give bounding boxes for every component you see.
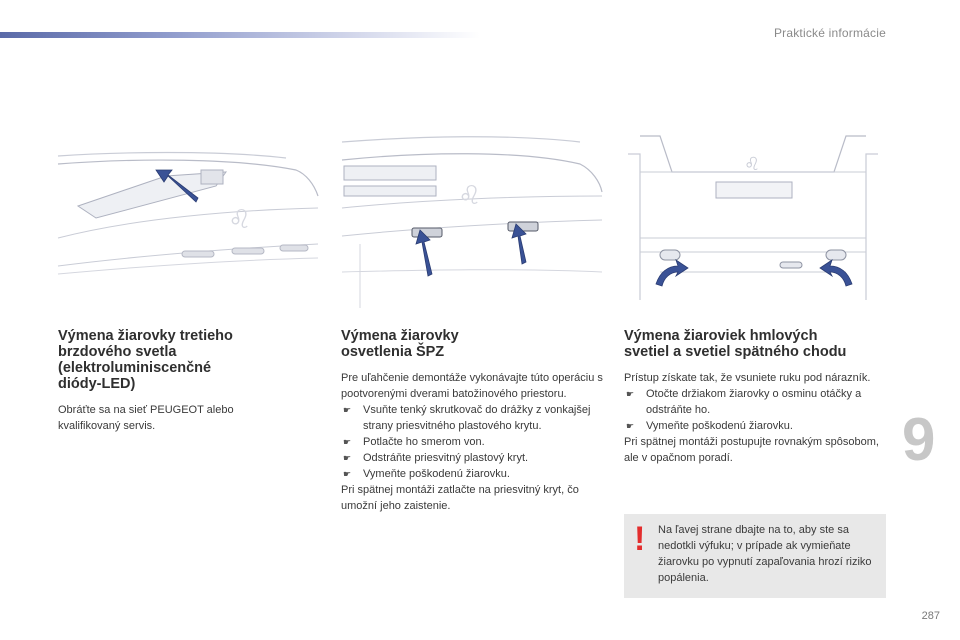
section-heading (341, 328, 605, 360)
warning-box (624, 514, 886, 598)
list-item-text: Potlačte ho smerom von. (363, 436, 485, 448)
list-item (624, 386, 886, 418)
heading-line: (elektroluminiscenčné (58, 360, 212, 376)
list-item (341, 466, 605, 482)
header-accent-bar (0, 32, 480, 38)
list-item-text: Vymeňte poškodenú žiarovku. (646, 420, 793, 432)
section-heading (58, 328, 328, 392)
list-item-text: Otočte držiakom žiarovky o osminu otáčky a odstráňte ho. (646, 388, 862, 416)
svg-text:♌: ♌ (744, 154, 761, 175)
list-item-text: Odstráňte priesvitný plastový kryt. (363, 452, 529, 464)
fog-reversing-light-illustration (620, 132, 886, 304)
third-brake-light-illustration (56, 148, 320, 278)
heading-line: diódy-LED) (58, 376, 136, 392)
license-plate-light-illustration (340, 134, 604, 310)
paragraph: Obráťte sa na sieť PEUGEOT alebo kvalifikovaný servis. (58, 404, 234, 432)
warning-text: Na ľavej strane dbajte na to, aby ste sa nedotkli výfuku; v prípade ak vymieňate žiarovku po vypnutí zapaľovania hrozí riziko popálenia. (658, 524, 872, 584)
paragraph: Pri spätnej montáži zatlačte na priesvitný kryt, čo umožní jeho zaistenie. (341, 484, 579, 512)
heading-line: brzdového svetla (58, 344, 177, 360)
heading-line: osvetlenia ŠPZ (341, 344, 445, 360)
column-license-plate-light (341, 328, 605, 514)
column-fog-reversing-lights (624, 328, 886, 466)
chapter-number: 9 (902, 406, 936, 473)
pointing-hand-icon: ☛ (343, 405, 352, 415)
pointing-hand-icon: ☛ (343, 469, 352, 479)
exclamation-icon: ! (634, 520, 646, 558)
paragraph: Prístup získate tak, že vsuniete ruku pod nárazník. (624, 372, 871, 384)
list-item-text: Vymeňte poškodenú žiarovku. (363, 468, 510, 480)
pointing-hand-icon: ☛ (626, 421, 635, 431)
heading-line: Výmena žiaroviek hmlových (624, 328, 818, 344)
page-number: 287 (921, 610, 940, 622)
heading-line: Výmena žiarovky (341, 328, 459, 344)
paragraph: Pre uľahčenie demontáže vykonávajte túto operáciu s pootvorenými dverami batožinového priestoru. (341, 372, 603, 400)
list-item (341, 402, 605, 434)
column-third-brake-light (58, 328, 328, 434)
pointing-hand-icon: ☛ (343, 437, 352, 447)
list-item (341, 450, 605, 466)
list-item (624, 418, 886, 434)
svg-text:♌: ♌ (458, 181, 482, 211)
section-title: Praktické informácie (773, 26, 886, 40)
pointing-hand-icon: ☛ (343, 453, 352, 463)
section-heading (624, 328, 886, 360)
paragraph: Pri spätnej montáži postupujte rovnakým spôsobom, ale v opačnom poradí. (624, 436, 879, 464)
heading-line: svetiel a svetiel spätného chodu (624, 344, 847, 360)
list-item-text: Vsuňte tenký skrutkovač do drážky z vonkajšej strany priesvitného plastového krytu. (363, 404, 591, 432)
pointing-hand-icon: ☛ (626, 389, 635, 399)
heading-line: Výmena žiarovky tretieho (58, 328, 233, 344)
list-item (341, 434, 605, 450)
svg-text:♌: ♌ (228, 205, 252, 235)
